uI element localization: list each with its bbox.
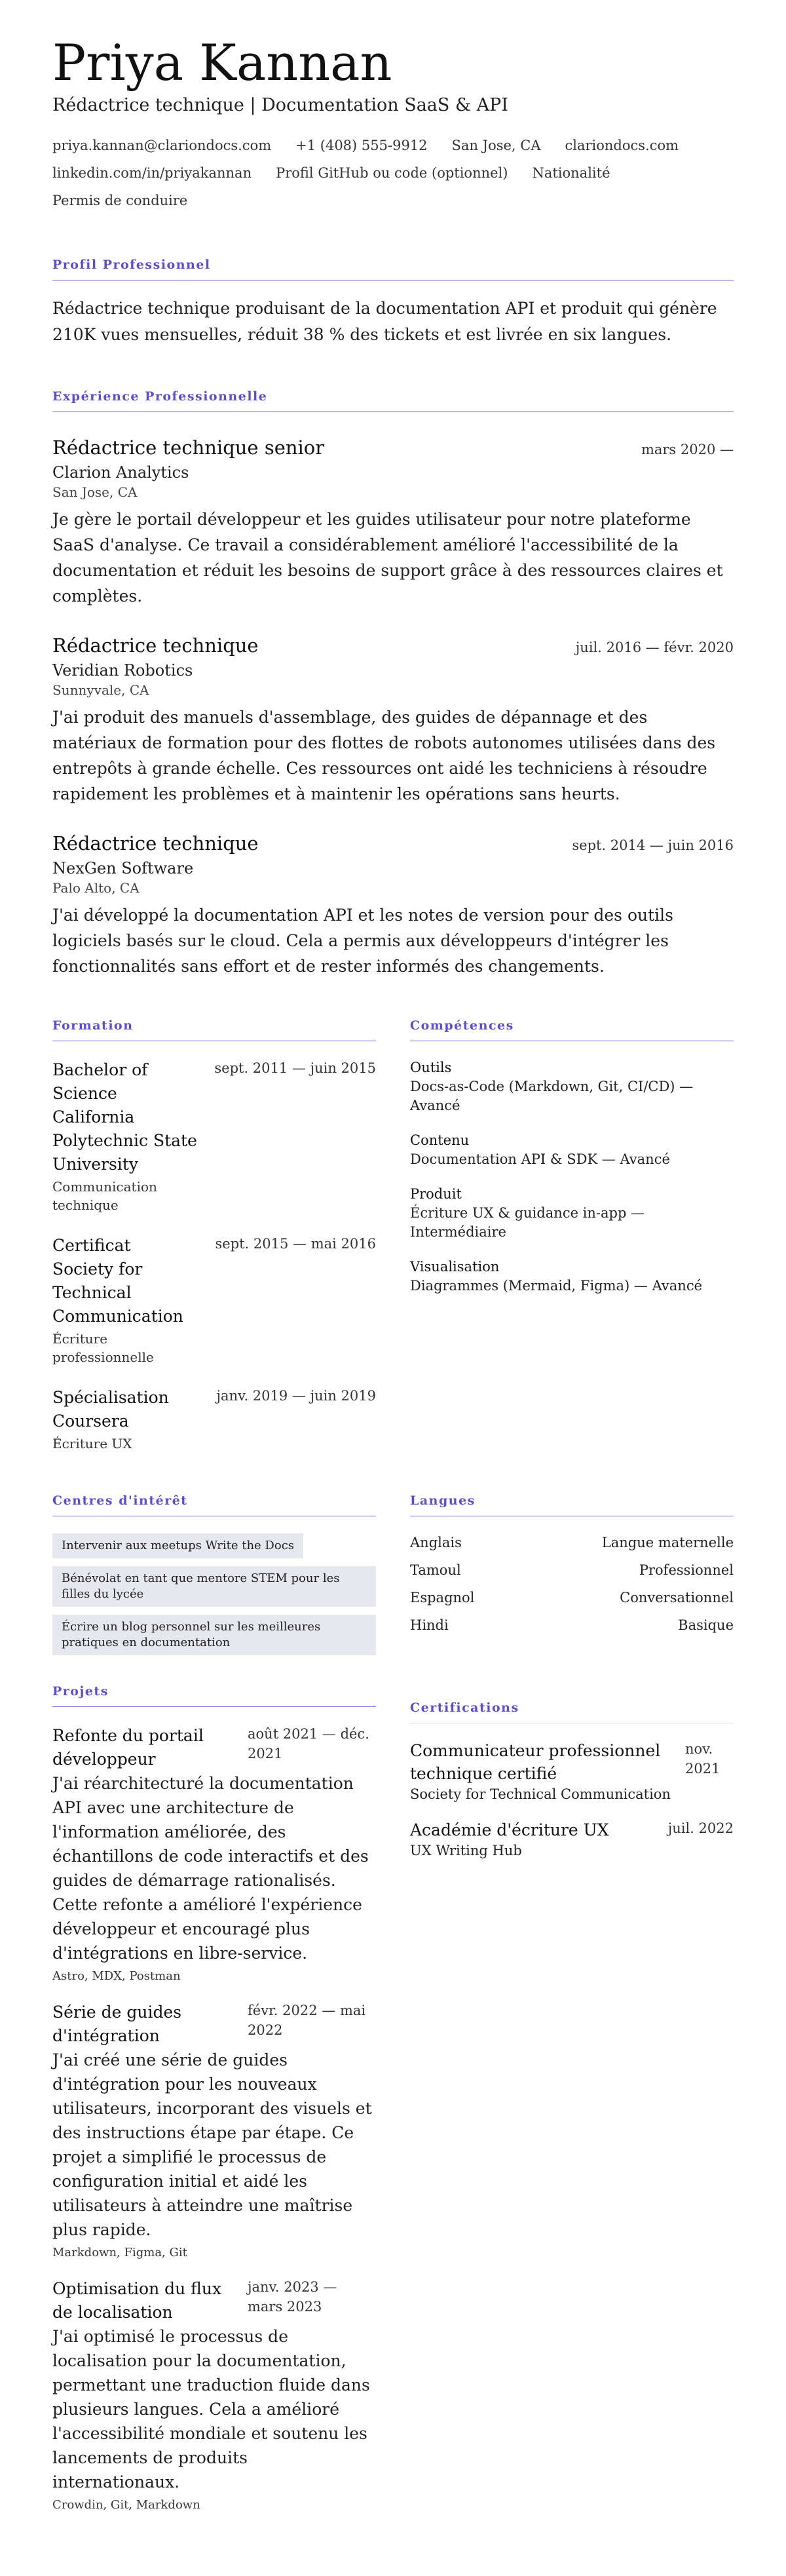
job-location: Sunnyvale, CA — [52, 682, 149, 698]
job-description: J'ai produit des manuels d'assemblage, des guides de dépannage et des matériaux de formation pour des flottes de robots autonomes utilisées dans des entrepôts à grande échelle. Ces ressources ont aidé les techniciens à résoudre rapidement les problèmes et à maintenir les opérations sans heurts. — [52, 708, 716, 803]
certifications-section-title: Certifications — [410, 1701, 734, 1723]
certification-name: Académie d'écriture UX — [410, 1820, 609, 1839]
job-description: Je gère le portail développeur et les guides utilisateur pour notre plateforme SaaS d'analyse. Ce travail a considérablement amélioré l'accessibilité de la documentation et réduit les besoins de support grâce à des ressources claires et complètes. — [52, 510, 723, 606]
certification-issuer: Society for Technical Communication — [410, 1786, 671, 1802]
contact-github[interactable]: Profil GitHub ou code (optionnel) — [276, 165, 508, 181]
certification-issuer: UX Writing Hub — [410, 1843, 522, 1858]
project-description: J'ai réarchitecturé la documentation API avec une architecture de l'information améliorée, des échantillons de code interactifs et des guides de démarrage rationalisés. Cette refonte a amélioré l'expérience développeur et encouragé plus d'intégrations en libre-service. — [52, 1774, 369, 1963]
education-entry — [52, 1234, 376, 1366]
education-date: janv. 2019 — juin 2019 — [216, 1388, 376, 1404]
skills-section — [410, 1018, 734, 1453]
candidate-name: Priya Kannan — [52, 33, 392, 92]
education-school: Society for Technical Communication — [52, 1259, 183, 1326]
skill-entry — [410, 1131, 734, 1169]
language-entry — [410, 1616, 734, 1635]
skill-category: Visualisation — [410, 1259, 500, 1275]
skill-entry — [410, 1258, 734, 1296]
language-level: Langue maternelle — [601, 1535, 734, 1550]
interest-tag: Écrire un blog personnel sur les meilleures pratiques en documentation — [52, 1615, 376, 1655]
skill-entry — [410, 1058, 734, 1115]
language-name: Hindi — [410, 1617, 449, 1633]
resume-header — [52, 34, 734, 210]
job-date: mars 2020 — — [641, 442, 734, 457]
languages-section — [410, 1493, 734, 1635]
language-level: Conversationnel — [620, 1590, 734, 1605]
profile-section-title: Profil Professionnel — [52, 258, 734, 280]
contact-location: San Jose, CA — [451, 138, 541, 153]
interests-section-title: Centres d'intérêt — [52, 1493, 376, 1516]
contact-phone[interactable]: +1 (408) 555-9912 — [295, 138, 428, 153]
education-section-title: Formation — [52, 1018, 376, 1041]
language-level: Basique — [678, 1617, 734, 1633]
skills-section-title: Compétences — [410, 1018, 734, 1041]
education-entry — [52, 1386, 376, 1453]
projects-section — [52, 1684, 376, 2514]
certification-entry — [410, 1739, 734, 1804]
project-entry — [52, 1724, 376, 1985]
languages-section-title: Langues — [410, 1493, 734, 1516]
job-company: Clarion Analytics — [52, 463, 189, 482]
certification-date: nov. 2021 — [685, 1741, 720, 1777]
profile-section — [52, 258, 734, 348]
education-field: Écriture UX — [52, 1436, 132, 1451]
project-entry — [52, 2001, 376, 2261]
left-column — [52, 1493, 376, 2514]
project-date: janv. 2023 — mars 2023 — [248, 2279, 337, 2315]
skill-entry — [410, 1185, 734, 1242]
skill-value: Écriture UX & guidance in-app — Intermédiaire — [410, 1205, 645, 1240]
project-title: Optimisation du flux de localisation — [52, 2279, 222, 2322]
certifications-section — [410, 1701, 734, 1860]
project-description: J'ai créé une série de guides d'intégration pour les nouveaux utilisateurs, incorporant des visuels et des instructions étape par étape. Ce projet a simplifié le processus de configuration initial et aidé les utilisateurs à atteindre une maîtrise plus rapide. — [52, 2050, 372, 2239]
education-section — [52, 1018, 376, 1453]
job-location: San Jose, CA — [52, 484, 138, 500]
skill-value: Documentation API & SDK — Avancé — [410, 1151, 670, 1167]
education-school: California Polytechnic State University — [52, 1107, 197, 1174]
interest-tag: Bénévolat en tant que mentore STEM pour les filles du lycée — [52, 1566, 376, 1607]
job-title: Rédactrice technique — [52, 634, 259, 657]
education-date: sept. 2011 — juin 2015 — [214, 1060, 376, 1076]
experience-section-title: Expérience Professionnelle — [52, 389, 734, 412]
skill-category: Outils — [410, 1060, 452, 1075]
project-tech-stack: Crowdin, Git, Markdown — [52, 2498, 200, 2512]
job-date: juil. 2016 — févr. 2020 — [575, 640, 734, 655]
skill-value: Docs-as-Code (Markdown, Git, CI/CD) — Avancé — [410, 1079, 694, 1113]
job-company: NexGen Software — [52, 859, 194, 877]
contact-website[interactable]: clariondocs.com — [565, 138, 679, 153]
certification-entry — [410, 1818, 734, 1860]
right-column — [410, 1493, 734, 2514]
education-entry — [52, 1058, 376, 1214]
education-date: sept. 2015 — mai 2016 — [215, 1236, 376, 1252]
skill-category: Contenu — [410, 1132, 470, 1148]
project-date: févr. 2022 — mai 2022 — [248, 2003, 366, 2038]
project-tech-stack: Astro, MDX, Postman — [52, 1969, 181, 1983]
projects-section-title: Projets — [52, 1684, 376, 1707]
education-degree: Bachelor of Science — [52, 1060, 148, 1103]
job-entry — [52, 436, 734, 609]
job-description: J'ai développé la documentation API et les notes de version pour des outils logiciels basés sur le cloud. Cela a permis aux développeurs d'intégrer les fonctionnalités sans effort et de rester informés des changements. — [52, 906, 673, 976]
interests-languages-row — [52, 1493, 734, 2514]
experience-section — [52, 389, 734, 979]
language-level: Professionnel — [639, 1562, 734, 1578]
language-entry — [410, 1588, 734, 1607]
interests-section — [52, 1493, 376, 1655]
language-name: Espagnol — [410, 1590, 475, 1605]
job-company: Veridian Robotics — [52, 661, 193, 680]
interest-tag: Intervenir aux meetups Write the Docs — [52, 1533, 303, 1558]
project-title: Refonte du portail développeur — [52, 1726, 204, 1769]
interest-tag-list — [52, 1533, 376, 1655]
language-name: Anglais — [410, 1535, 462, 1550]
education-skills-row — [52, 1018, 734, 1453]
job-title: Rédactrice technique — [52, 832, 259, 855]
skill-category: Produit — [410, 1186, 462, 1202]
contact-list — [52, 136, 734, 210]
skill-value: Diagrammes (Mermaid, Figma) — Avancé — [410, 1278, 703, 1294]
project-entry — [52, 2277, 376, 2514]
job-date: sept. 2014 — juin 2016 — [572, 837, 734, 853]
education-degree: Certificat — [52, 1236, 131, 1255]
project-title: Série de guides d'intégration — [52, 2003, 182, 2045]
project-tech-stack: Markdown, Figma, Git — [52, 2246, 187, 2259]
education-degree: Spécialisation — [52, 1388, 169, 1407]
contact-driving-license: Permis de conduire — [52, 193, 188, 208]
certification-name: Communicateur professionnel technique certifié — [410, 1741, 661, 1783]
contact-nationality: Nationalité — [532, 165, 610, 181]
language-entry — [410, 1533, 734, 1552]
language-name: Tamoul — [410, 1562, 461, 1578]
education-school: Coursera — [52, 1412, 129, 1431]
language-entry — [410, 1561, 734, 1580]
profile-summary: Rédactrice technique produisant de la documentation API et produit qui génère 210K vues mensuelles, réduit 38 % des tickets et est livrée en six langues. — [52, 299, 717, 344]
contact-linkedin[interactable]: linkedin.com/in/priyakannan — [52, 165, 252, 181]
job-location: Palo Alto, CA — [52, 880, 140, 896]
job-title: Rédactrice technique senior — [52, 436, 325, 459]
certification-date: juil. 2022 — [667, 1820, 734, 1836]
job-entry — [52, 832, 734, 979]
contact-email[interactable]: priya.kannan@clariondocs.com — [52, 138, 272, 153]
job-entry — [52, 634, 734, 807]
project-date: août 2021 — déc. 2021 — [248, 1726, 369, 1761]
project-description: J'ai optimisé le processus de localisation pour la documentation, permettant une traduction fluide dans plusieurs langues. Cela a amélioré l'accessibilité mondiale et soutenu les lancements de produits internationaux. — [52, 2327, 370, 2491]
education-field: Communication technique — [52, 1179, 157, 1213]
education-field: Écriture professionnelle — [52, 1331, 154, 1365]
candidate-headline: Rédactrice technique | Documentation SaaS & API — [52, 95, 508, 115]
